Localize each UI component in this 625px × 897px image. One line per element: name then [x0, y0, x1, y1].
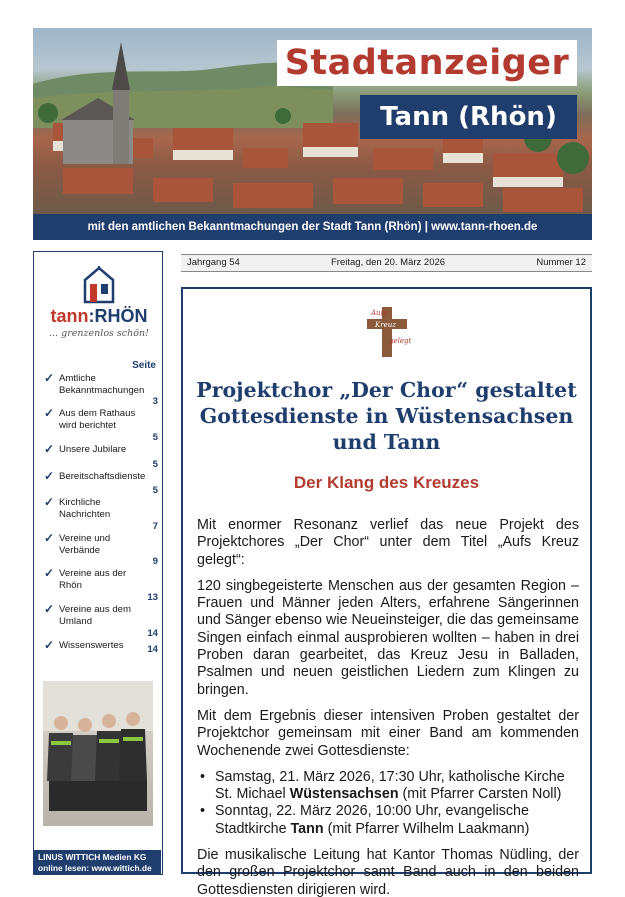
article-headline: Projektchor „Der Chor“ gestaltet Gottesdienste in Wüstensachsen und Tann	[196, 378, 577, 454]
issue-number: Nummer 12	[536, 257, 586, 268]
toc-page-number: 14	[147, 644, 158, 655]
toc-item[interactable]: ✓ Bereitschaftsdienste 5	[44, 469, 158, 496]
article-paragraph: 120 singbegeisterte Menschen aus der gesamten Region – Frauen und Männer jeden Alters, erfahrene Sängerinnen und Sänger ebenso wie Neueinsteiger, die das gemeinsame Singen einfach einmal ausprobieren wollten – haben in drei Proben daran gearbeitet, das Kreuz Jesu in Balladen, Psalmen und neuen geistlichen Liedern zum Klingen zu bringen.	[197, 577, 579, 698]
town-gate-icon	[81, 266, 117, 304]
check-icon: ✓	[44, 566, 55, 580]
service-list	[197, 769, 579, 838]
toc-heading: Seite	[132, 360, 156, 371]
check-icon: ✓	[44, 495, 55, 509]
service-place: Tann	[290, 820, 324, 837]
town-logo	[44, 266, 154, 341]
service-item: • Samstag, 21. März 2026, 17:30 Uhr, katholische Kirche St. Michael Wüstensachsen (mit Pfarrer Carsten Noll)	[197, 769, 579, 804]
publisher-box[interactable]	[34, 850, 161, 874]
toc-page-number: 7	[152, 521, 158, 532]
team-photo	[43, 681, 153, 826]
issue-info-bar	[181, 254, 592, 272]
publisher-website[interactable]: online lesen: www.wittich.de	[38, 862, 152, 873]
sidebar	[33, 251, 163, 875]
check-icon: ✓	[44, 406, 55, 420]
logo-tagline: ... grenzenlos schön!	[49, 328, 149, 339]
article-paragraph: Die musikalische Leitung hat Kantor Thomas Nüdling, der den großen Projektchor samt Band auch in den beiden Gottesdiensten dirigieren wird.	[197, 847, 579, 897]
issue-date: Freitag, den 20. März 2026	[331, 257, 446, 268]
toc-item[interactable]: ✓ Kirchliche Nachrichten 7	[44, 495, 158, 532]
check-icon: ✓	[44, 602, 55, 616]
service-place: Wüstensachsen	[289, 786, 399, 803]
badge-word-2: Kreuz	[375, 321, 396, 329]
service-item: • Sonntag, 22. März 2026, 10:00 Uhr, evangelische Stadtkirche Tann (mit Pfarrer Wilhelm Laakmann)	[197, 803, 579, 838]
toc-page-number: 5	[152, 432, 158, 443]
volume-label: Jahrgang 54	[187, 257, 240, 268]
header-band[interactable]: mit den amtlichen Bekanntmachungen der Stadt Tann (Rhön) | www.tann-rhoen.de	[33, 214, 592, 240]
check-icon: ✓	[44, 469, 55, 483]
badge-word-3: gelegt	[389, 337, 412, 345]
toc-item[interactable]: ✓ Amtliche Bekanntmachungen 3	[44, 371, 158, 407]
newspaper-subtitle: Tann (Rhön)	[360, 95, 577, 139]
newspaper-title: Stadtanzeiger	[277, 40, 577, 86]
toc-item[interactable]: ✓ Vereine aus der Rhön 13	[44, 566, 158, 603]
toc-item[interactable]: ✓ Vereine und Verbände 9	[44, 531, 158, 567]
check-icon: ✓	[44, 371, 55, 385]
article-body	[197, 517, 579, 897]
toc-item[interactable]: ✓ Aus dem Rathaus wird berichtet 5	[44, 406, 158, 443]
toc-page-number: 5	[152, 485, 158, 496]
article-paragraph: Mit enormer Resonanz verlief das neue Projekt des Projektchores „Der Chor“ unter dem Titel „Aufs Kreuz gelegt“:	[197, 517, 579, 568]
toc-page-number: 5	[152, 459, 158, 470]
check-icon: ✓	[44, 442, 55, 456]
cross-logo-icon	[359, 303, 415, 359]
badge-word-1: Aufs	[371, 309, 387, 317]
check-icon: ✓	[44, 531, 55, 545]
article-paragraph: Mit dem Ergebnis dieser intensiven Proben gestaltet der Projektchor gemeinsam mit einer Band am kommenden Wochenende zwei Gottesdienste:	[197, 707, 579, 759]
lead-article	[181, 287, 592, 897]
team-photo-figures	[43, 681, 153, 826]
toc-page-number: 13	[147, 592, 158, 603]
toc-page-number: 3	[152, 396, 158, 407]
article-subheadline: Der Klang des Kreuzes	[293, 473, 480, 492]
table-of-contents	[44, 373, 158, 656]
toc-item[interactable]: ✓ Vereine aus dem Umland 14	[44, 602, 158, 639]
toc-item[interactable]: ✓ Unsere Jubilare 5	[44, 442, 158, 470]
toc-item[interactable]: ✓ Wissenswertes 14	[44, 638, 158, 655]
toc-page-number: 9	[152, 556, 158, 567]
toc-page-number: 14	[147, 628, 158, 639]
check-icon: ✓	[44, 638, 55, 652]
logo-wordmark: tann:RHÖN	[50, 306, 148, 326]
publisher-name: LINUS WITTICH Medien KG	[38, 852, 147, 862]
